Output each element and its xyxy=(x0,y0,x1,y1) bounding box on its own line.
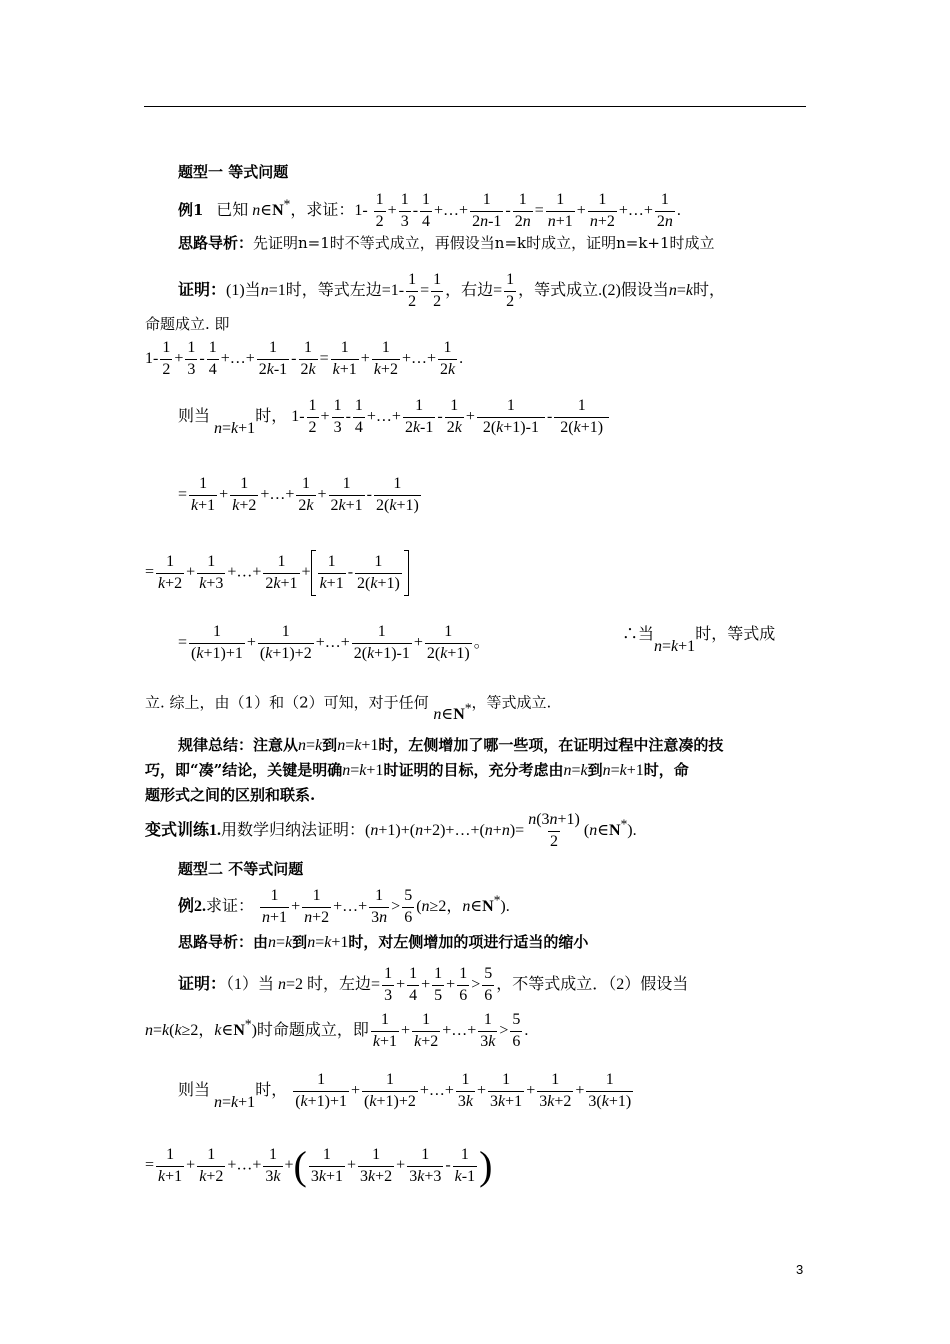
proof1-line1: 证明：(1)当n=1时，等式左边=1- $\frac{1}{2}$ = $\frac{1}{2}$ ，右边= $\frac{1}{2}$ ，等式成立.(2)假设当n=k时， xyxy=(178,271,725,310)
proof2-eq2: = $\frac{1}{k+1}$ + $\frac{1}{k+2}$ +…+ $\frac{1}{3k}$ +( $\frac{1}{3k+1}$ + $\frac{1}{3k+2}$ + $\frac{1}{3k+3}$ - $\frac{1}{k-1}$ ) xyxy=(145,1143,493,1188)
example2-text: 求证： xyxy=(206,897,255,915)
summary-line2: 巧，即“凑”结论，关键是明确n=k+1时证明的目标，充分考虑由n=k到n=k+1时，命 xyxy=(145,761,689,779)
example2: 例2.求证： $\frac{1}{n+1}$ + $\frac{1}{n+2}$ +…+ $\frac{1}{3n}$ > $\frac{5}{6}$ (n≥2，n∈N*). xyxy=(178,887,510,926)
variant-text: 用数学归纳法证明： xyxy=(221,821,366,839)
page-number: 3 xyxy=(796,1262,804,1277)
proof2-eq1: 则当 n=k+1时， $\frac{1}{(k+1)+1}$ + $\frac{1}{(k+1)+2}$ +…+ $\frac{1}{3k}$ + $\frac{1}{3k+1}$ + $\frac{1}{3k+2}$ + $\frac{1}{3(k+1)}$ xyxy=(178,1071,632,1111)
header-rule xyxy=(144,106,806,107)
conclusion1: 立. 综上，由（1）和（2）可知，对于任何 n∈N*，等式成立. xyxy=(145,693,552,724)
when-text: 则当 xyxy=(178,407,211,425)
summary-line3: 题形式之间的区别和联系. xyxy=(145,786,316,804)
hint2: 思路导析：由n=k到n=k+1时，对左侧增加的项进行适当的缩小 xyxy=(178,933,589,951)
hint2-label: 思路导析： xyxy=(178,933,254,951)
summary-label: 规律总结： xyxy=(178,736,254,754)
hint1 xyxy=(178,236,715,251)
section2-heading: 题型二 不等式问题 xyxy=(178,860,304,878)
proof2-label: 证明： xyxy=(178,975,227,993)
proof1-eq5: = $\frac{1}{(k+1)+1}$ + $\frac{1}{(k+1)+2}$ +…+ $\frac{1}{2(k+1)-1}$ + $\frac{1}{2(k+1)}$ 。 xyxy=(178,623,490,662)
hint1-text: 先证明n=1时不等式成立，再假设当n=k时成立，证明n=k+1时成立 xyxy=(253,234,715,252)
proof1-eq4: = $\frac{1}{k+2}$ + $\frac{1}{k+3}$ +…+ $\frac{1}{2k+1}$ + $\frac{1}{k+1}$ - $\frac{1}{2(k+1)}$ xyxy=(145,550,409,596)
proof1-eq3: = $\frac{1}{k+1}$ + $\frac{1}{k+2}$ +…+ $\frac{1}{2k}$ + $\frac{1}{2k+1}$ - $\frac{1}{2(k+1)}$ xyxy=(178,475,419,514)
example2-label: 例2. xyxy=(178,897,207,915)
variant-label: 变式训练1. xyxy=(145,821,222,839)
conclusion-text: 立. 综上，由（1）和（2）可知，对于任何 xyxy=(145,693,429,712)
example1: 例1 已知 n∈N*，求证：1- $\frac{1}{2}$ + $\frac{1}{3}$ - $\frac{1}{4}$ +…+ $\frac{1}{2n-1}$ - $\frac{1}{2n}$ = $\frac{1}{n+1}$ + $\frac{1}{n+2}$ +…+ $\frac{1}{2n}$ . xyxy=(178,191,681,230)
when-text-2: 则当 xyxy=(178,1081,211,1099)
section1-heading: 题型一 等式问题 xyxy=(178,163,289,181)
hint1-label: 思路导析： xyxy=(178,234,254,252)
therefore-line: ∴当n=k+1时，等式成 xyxy=(622,626,776,655)
proof1-label: 证明： xyxy=(178,281,227,299)
therefore-text: ∴当 xyxy=(622,626,655,643)
proof2-line1: 证明：（1）当 n=2 时，左边= $\frac{1}{3}$ + $\frac{1}{4}$ + $\frac{1}{5}$ + $\frac{1}{6}$ > $\frac{5}{6}$ ，不等式成立．（2）假设当 xyxy=(178,965,689,1004)
summary-line1: 规律总结：注意从n=k到n=k+1时，左侧增加了哪一些项，在证明过程中注意凑的技 xyxy=(178,736,724,754)
variant-line: 变式训练1.用数学归纳法证明：(n+1)+(n+2)+…+(n+n)= $\frac{n(3n+1)}{2}$ (n∈N*). xyxy=(145,811,637,850)
proof1-eq2: 则当 n=k+1时， 1- $\frac{1}{2}$ + $\frac{1}{3}$ - $\frac{1}{4}$ +…+ $\frac{1}{2k-1}$ - $\frac{1}{2k}$ + $\frac{1}{2(k+1)-1}$ - $\frac{1}{2(k+1)}$ xyxy=(178,397,608,437)
proof2-line2: n=k(k≥2，k∈N*)时命题成立，即 $\frac{1}{k+1}$ + $\frac{1}{k+2}$ +…+ $\frac{1}{3k}$ > $\frac{5}{6}$ . xyxy=(145,1011,529,1050)
example1-label: 例1 xyxy=(178,200,204,219)
proof1-eq1: 1- $\frac{1}{2}$ + $\frac{1}{3}$ - $\frac{1}{4}$ +…+ $\frac{1}{2k-1}$ - $\frac{1}{2k}$ = $\frac{1}{k+1}$ + $\frac{1}{k+2}$ +…+ $\frac{1}{2k}$ . xyxy=(145,339,464,378)
proof1-line2: 命题成立. 即 xyxy=(145,315,230,333)
